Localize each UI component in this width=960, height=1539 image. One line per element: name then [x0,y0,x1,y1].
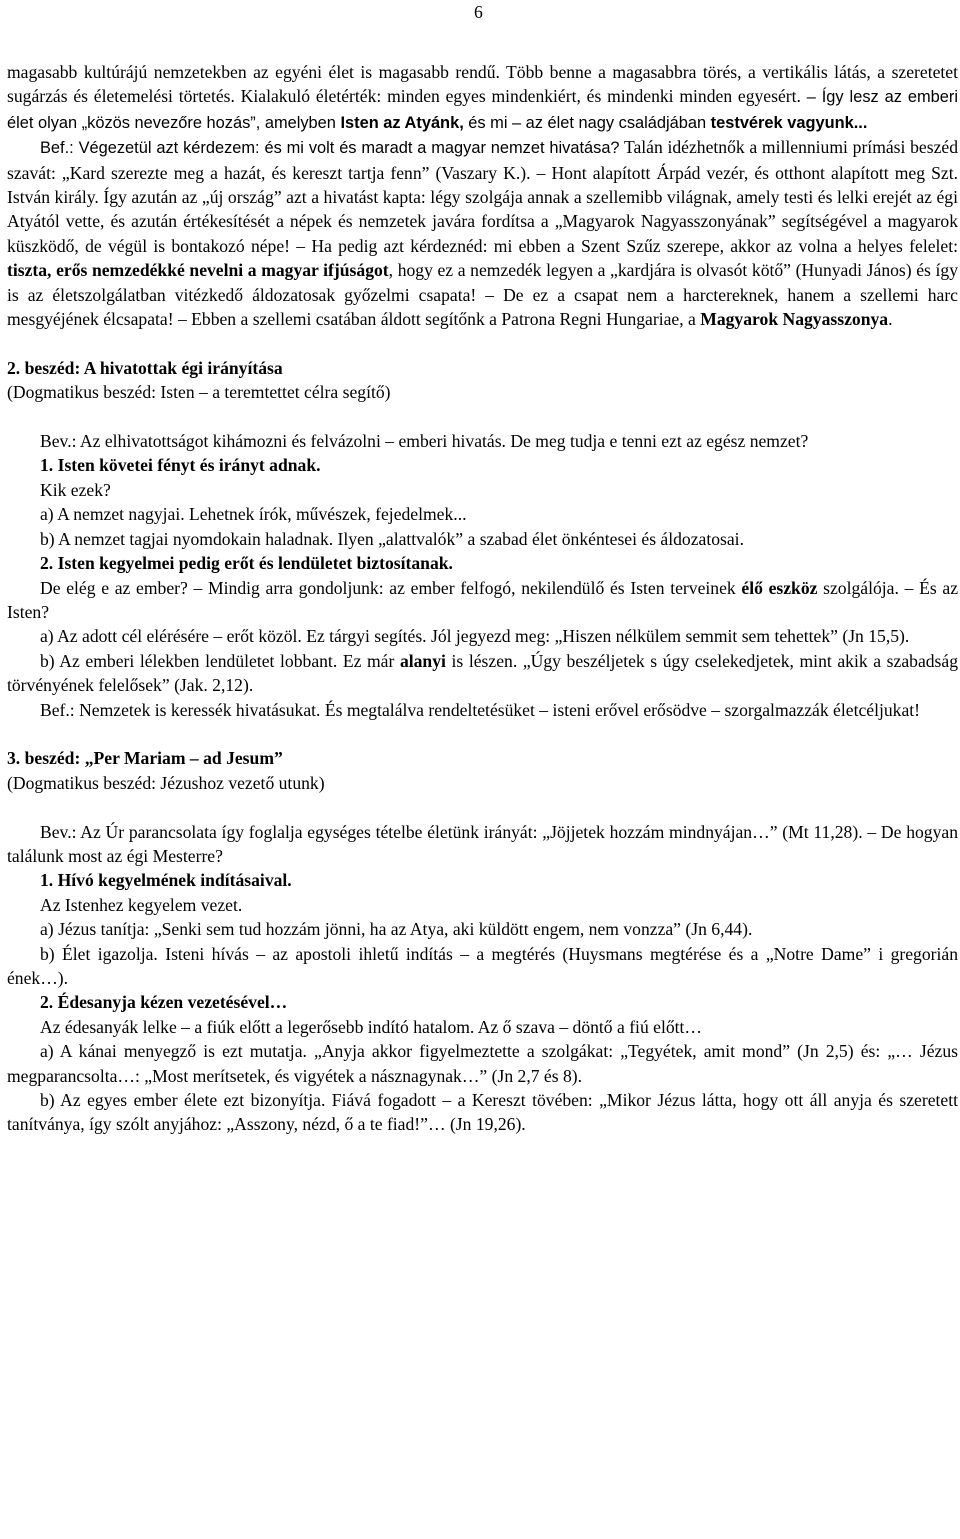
section-2-point-1 [7,453,958,477]
bold-text: alanyi [399,650,446,671]
section-3-line: Az Istenhez kegyelem vezet. [40,894,243,915]
section-2-line: Kik ezek? [40,479,111,500]
page-number: 6 [474,2,483,22]
bold-text: testvérek vagyunk... [710,113,868,132]
section-3-subtitle: (Dogmatikus beszéd: Jézushoz vezető utunk) [7,772,325,793]
text-run: , hogy ez a nemzedék legyen a „kardjára is olvasót kötő” (Hunyadi János) és így is az életszolgálatban vitézkedő áldozatosak győzelmi csapata! – De ez a csapat nem a harctereknek, hanem a szellemi harc mesgyéjének élcsapata! – Ebben a szellemi csatában áldott segítőnk a Patrona Regni Hungariae, a [7,260,959,330]
text-run: – Így lesz az emberi élet olyan „közös nevezőre hozás”, amelyben [7,88,958,132]
spacer [7,331,958,355]
section-3-bev: Bev.: Az Úr parancsolata így foglalja egységes tételbe életünk irányát: „Jöjjetek hozzám mindnyájan…” (Mt 11,28). – De hogyan találunk most az égi Mesterre? [7,821,958,866]
point-heading: 1. Hívó kegyelmének indításaival. [40,870,292,891]
intro-paragraph-1 [7,60,958,135]
bef-label: Bef. [40,139,70,158]
intro-paragraph-2 [7,135,958,331]
section-2-subtitle: (Dogmatikus beszéd: Isten – a teremtettet célra segítő) [7,382,391,403]
section-2-heading [7,356,958,380]
section-title: beszéd: „Per Mariam – ad Jesum” [24,748,283,769]
section-2-line: b) A nemzet tagjai nyomdokain haladnak. Ilyen „alattvalók” a szabad élet önkéntesei és áldozatosai. [40,528,744,549]
section-3-line: a) A kánai menyegző is ezt mutatja. „Anyja akkor figyelmeztette a szolgákat: „Tegyétek, amit mond” (Jn 2,5) és: „… Jézus megparancsolta…: „Most merítsetek, és vigyétek a násznagynak…” (Jn 2,7 és 8). [7,1041,958,1086]
section-2-bef: Bef.: Nemzetek is keressék hivatásukat. És megtalálva rendeltetésüket – isteni erővel erősödve – szorgalmazzák életcéljukat! [40,699,920,720]
text-run: szolgálója. – És az Isten? [7,577,958,622]
bold-text: Isten az Atyánk, [340,113,464,132]
section-3-line: b) Élet igazolja. Isteni hívás – az apostoli ihletű indítás – a megtérés (Huysmans megtérése és a „Notre Dame” i gregorián ének…). [7,943,958,988]
bold-text: Magyarok Nagyasszonya [700,309,889,330]
section-title: beszéd: A hivatottak égi irányítása [24,357,283,378]
section-2-point-2 [7,551,958,575]
point-heading: 2. Édesanyja kézen vezetésével… [40,992,288,1013]
section-3-heading [7,746,958,770]
text-run [40,139,620,157]
section-2-line: a) A nemzet nagyjai. Lehetnek írók, művészek, fejedelmek... [40,504,467,525]
bold-text: élő eszköz [741,577,818,598]
section-2-line [7,576,958,625]
spacer [7,795,958,819]
section-2-line [7,649,958,698]
text-run: . [888,309,893,330]
section-number: 2. [7,357,21,378]
spacer [7,722,958,746]
point-heading: 2. Isten kegyelmei pedig erőt és lendületet biztosítanak. [40,553,453,574]
section-3-line: b) Az egyes ember élete ezt bizonyítja. Fiává fogadott – a Kereszt tövében: „Mikor Jézus látta, hogy ott áll anyja és szeretett tanítványa, így szólt anyjához: „Asszony, nézd, ő a te fiad!”… (Jn 19,26). [7,1090,958,1135]
section-3-line: Az édesanyák lelke – a fiúk előtt a legerősebb indító hatalom. Az ő szava – döntő a fiú előtt… [40,1016,703,1037]
text-run: is lészen. „Úgy beszéljetek s úgy cselekedjetek, mint akik a szabadság törvényének felelősek” (Jak. 2,12). [7,650,958,696]
text-run: : Végezetül azt kérdezem: és mi volt és maradt a magyar nemzet hivatása? [69,139,620,158]
text-run: De elég e az ember? – Mindig arra gondoljunk: az ember felfogó, nekilendülő és Isten terveinek [40,577,742,598]
text-run: magasabb kultúrájú nemzetekben az egyéni élet is magasabb rendű. Több benne a magasabbra törés, a vertikális látás, a szeretetet sugárzás és életemelési törtetés. Kialakuló életérték: minden egyes mindenkiért, és mindenki minden egyesért. [7,62,958,107]
text-run: b) Az emberi lélekben lendületet lobbant. Ez már [40,650,400,671]
section-2-line: a) Az adott cél elérésére – erőt közöl. Ez tárgyi segítés. Jól jegyezd meg: „Hiszen nélkülem semmit sem tehettek” (Jn 15,5). [40,626,910,647]
section-3-point-1 [7,868,958,892]
section-number: 3. [7,748,21,769]
section-3-line: a) Jézus tanítja: „Senki sem tud hozzám jönni, ha az Atya, aki küldött engem, nem vonzza” (Jn 6,44). [40,919,753,940]
section-3-point-2 [7,990,958,1014]
page-body [7,60,958,1137]
spacer [7,405,958,429]
text-run: Talán idézhetnők a millenniumi prímási beszéd szavát: „Kard szerezte meg a hazát, és kereszt tartja fenn” (Vaszary K.). – Hont alapított Árpád vezér, és otthont alapított meg Szt. István király. Így azután az „új ország” azt a hivatást kapta: légy szolgája annak a szellemibb világnak, amely testi és lelki erejét az égi Atyától vette, és azután értékesítését a népek és nemzetek javára fordítsa a „Magyarok Nagyasszonyának” segítségével a magyarok küszködő, de végül is bontakozó népe! – Ha pedig azt kérdeznéd: mi ebben a Szent Szűz szerepe, akkor az volna a helyes felelet: [7,137,958,256]
section-2-bev: Bev.: Az elhivatottságot kihámozni és felvázolni – emberi hivatás. De meg tudja e tenni ezt az egész nemzet? [40,431,809,452]
bold-text: tiszta, erős nemzedékké nevelni a magyar ifjúságot [7,260,389,281]
text-run: és mi – az élet nagy családjában [463,113,711,132]
point-heading: 1. Isten követei fényt és irányt adnak. [40,455,321,476]
